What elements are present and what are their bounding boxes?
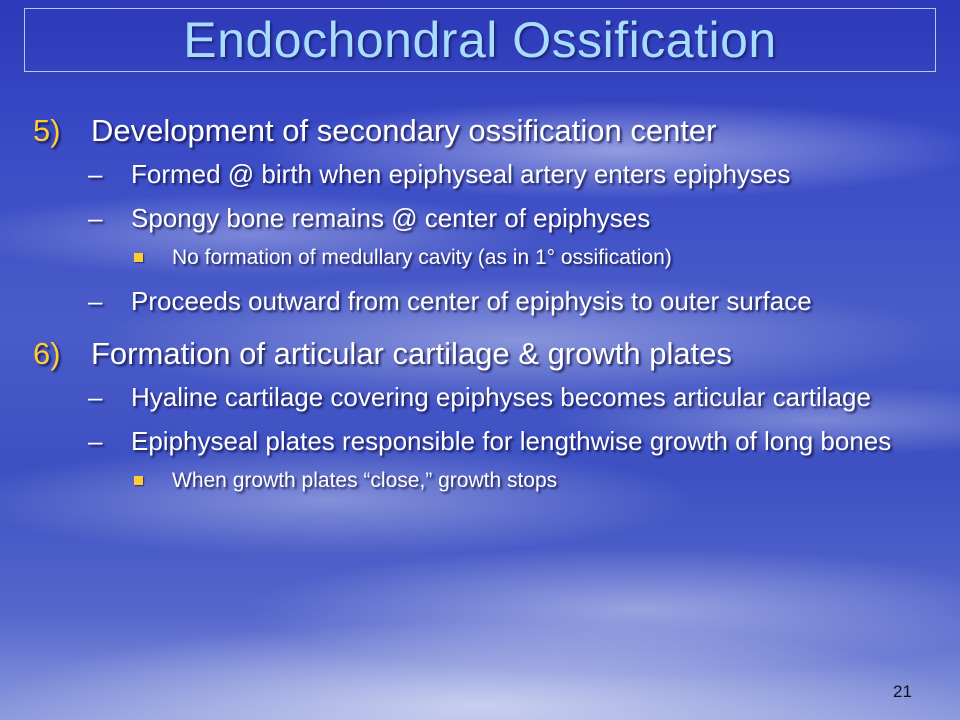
subitem [0, 381, 960, 413]
bullet-item [0, 244, 960, 271]
subitem-text: Epiphyseal plates responsible for lengthwise growth of long bones [131, 426, 892, 456]
dash-marker: – [88, 382, 103, 412]
dash-marker: – [88, 159, 103, 189]
subitem [0, 158, 960, 190]
subitem-text: Hyaline cartilage covering epiphyses becomes articular cartilage [131, 382, 871, 412]
item-5 [0, 112, 960, 150]
item-6 [0, 335, 960, 373]
square-bullet-icon [134, 253, 143, 262]
subitem [0, 425, 960, 457]
item-text: Development of secondary ossification center [91, 113, 717, 148]
subitem [0, 285, 960, 317]
page-number: 21 [893, 682, 912, 701]
slide-content [0, 112, 960, 508]
title-box [24, 8, 936, 72]
item-number: 5) [33, 113, 61, 148]
slide-title: Endochondral Ossification [183, 12, 777, 68]
square-bullet-icon [134, 476, 143, 485]
dash-marker: – [88, 203, 103, 233]
dash-marker: – [88, 426, 103, 456]
dash-marker: – [88, 286, 103, 316]
bullet-item [0, 467, 960, 494]
item-text: Formation of articular cartilage & growth plates [91, 336, 732, 371]
bullet-text: No formation of medullary cavity (as in 1° ossification) [172, 246, 672, 269]
subitem [0, 202, 960, 234]
item-number: 6) [33, 336, 61, 371]
subitem-text: Formed @ birth when epiphyseal artery enters epiphyses [131, 159, 791, 189]
bullet-text: When growth plates “close,” growth stops [172, 469, 558, 492]
subitem-text: Proceeds outward from center of epiphysis to outer surface [131, 286, 812, 316]
subitem-text: Spongy bone remains @ center of epiphyses [131, 203, 651, 233]
